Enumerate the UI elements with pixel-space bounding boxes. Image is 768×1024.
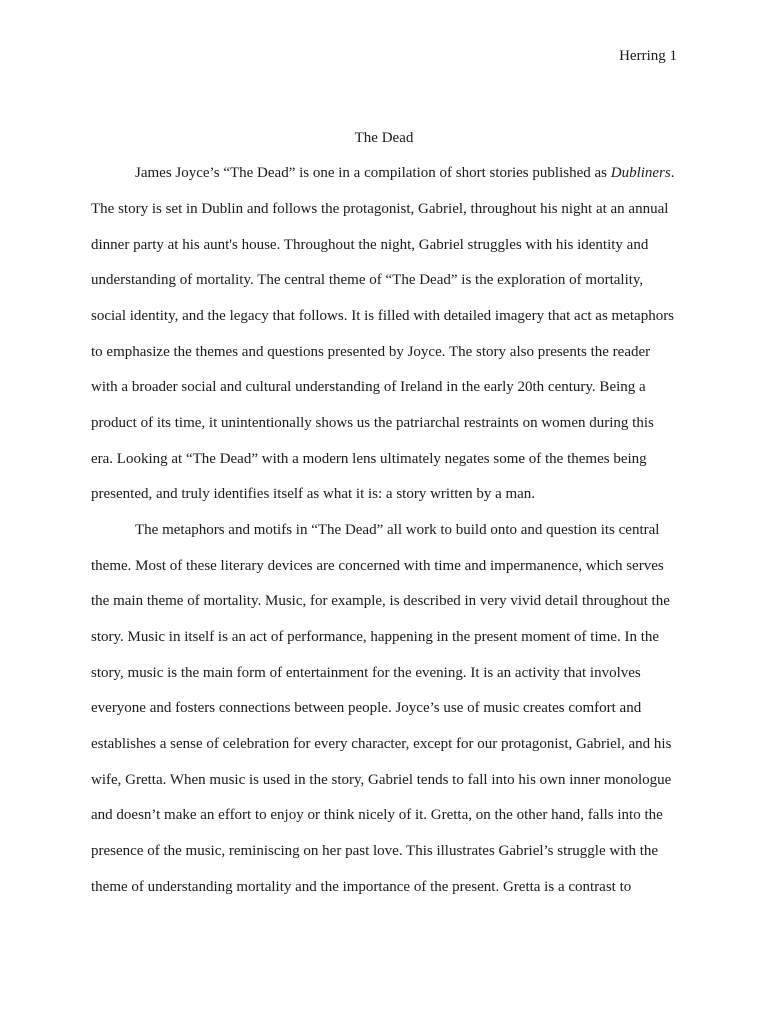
paragraph-1-line-3: dinner party at his aunt's house. Throughout the night, Gabriel struggles with his identity and xyxy=(91,237,649,253)
paragraph-1-line-6: to emphasize the themes and questions presented by Joyce. The story also presents the reader xyxy=(91,344,651,360)
paragraph-1-line-5: social identity, and the legacy that follows. It is filled with detailed imagery that act as metaphors xyxy=(91,308,675,324)
paragraph-2-line-6: everyone and fosters connections between people. Joyce’s use of music creates comfort and xyxy=(91,700,642,716)
paragraph-2-line-10: presence of the music, reminiscing on her past love. This illustrates Gabriel’s struggle with the xyxy=(91,843,659,859)
paragraph-2-line-7: establishes a sense of celebration for every character, except for our protagonist, Gabriel, and his xyxy=(91,736,672,752)
paragraph-2-line-8: wife, Gretta. When music is used in the story, Gabriel tends to fall into his own inner monologue xyxy=(91,772,672,788)
paragraph-2-line-1: The metaphors and motifs in “The Dead” all work to build onto and question its central xyxy=(135,522,660,538)
paragraph-1-line-4: understanding of mortality. The central theme of “The Dead” is the exploration of mortality, xyxy=(91,272,644,288)
paragraph-2-line-2: theme. Most of these literary devices are concerned with time and impermanence, which serves xyxy=(91,558,664,574)
paragraph-1-line-2: The story is set in Dublin and follows the protagonist, Gabriel, throughout his night at an annual xyxy=(91,201,669,217)
paragraph-1-line-7: with a broader social and cultural understanding of Ireland in the early 20th century. Being a xyxy=(91,379,646,395)
paragraph-1-line-9: era. Looking at “The Dead” with a modern lens ultimately negates some of the themes being xyxy=(91,451,647,467)
paragraph-1-line-8: product of its time, it unintentionally shows us the patriarchal restraints on women during this xyxy=(91,415,654,431)
running-header: Herring 1 xyxy=(619,48,677,64)
paragraph-2-line-9: and doesn’t make an effort to enjoy or think nicely of it. Gretta, on the other hand, falls into the xyxy=(91,807,663,823)
paragraph-1-line-1: James Joyce’s “The Dead” is one in a compilation of short stories published as Dubliners. xyxy=(135,165,675,181)
paragraph-1-line-10: presented, and truly identifies itself as what it is: a story written by a man. xyxy=(91,486,536,502)
paragraph-2-line-5: story, music is the main form of entertainment for the evening. It is an activity that involves xyxy=(91,665,641,681)
essay-title: The Dead xyxy=(354,130,414,146)
paragraph-2-line-3: the main theme of mortality. Music, for example, is described in very vivid detail throughout the xyxy=(91,593,670,609)
book-title-italic: Dubliners xyxy=(610,165,671,181)
paragraph-2-line-4: story. Music in itself is an act of performance, happening in the present moment of time. In the xyxy=(91,629,660,645)
paragraph-2-line-11: theme of understanding mortality and the importance of the present. Gretta is a contrast to xyxy=(91,879,632,895)
